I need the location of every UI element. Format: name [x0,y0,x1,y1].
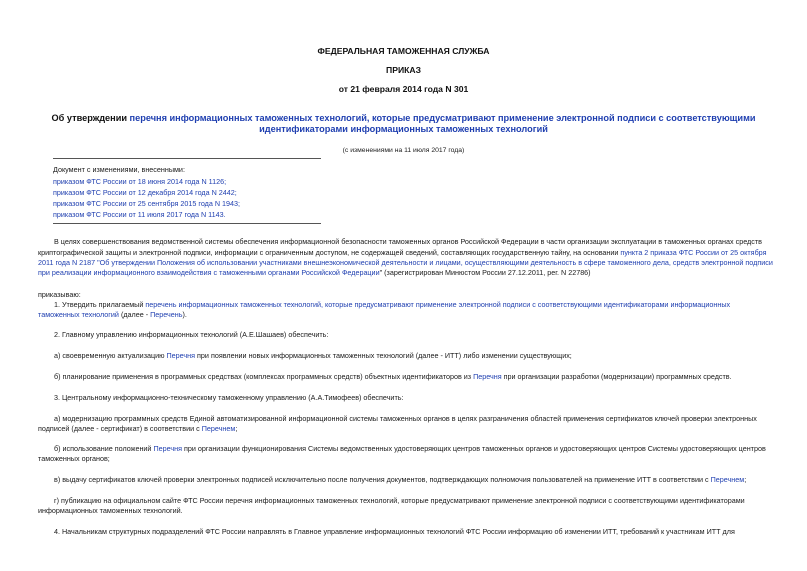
item-2b-link[interactable]: Перечня [473,372,502,381]
change-link-1[interactable]: приказом ФТС России от 18 июня 2014 года N 1126; [53,177,227,186]
item-1-abbr-close: ). [182,310,187,319]
item-1-text: 1. Утвердить прилагаемый [54,300,146,309]
item-3b-line-1 [54,444,766,453]
item-3b-text: б) использование положений [54,444,154,453]
preamble-line-3[interactable]: 2011 года N 2187 "Об утверждении Положения об использовании участниками внешнеэкономической деятельности и лицами, осуществляющими деятельность в сфере таможенного дела, средств электронной подписи [38,258,773,267]
change-link-3[interactable]: приказом ФТС России от 25 сентября 2015 года N 1943; [53,199,241,208]
changes-bottom-divider [53,223,321,224]
item-2a-link[interactable]: Перечня [166,351,196,360]
item-2a-text-end: при появлении новых информационных таможенных технологий (далее - ИТТ) либо изменении существующих; [195,351,572,360]
document-title-line-1 [0,114,807,123]
item-1-link-continued[interactable]: таможенных технологий [38,310,119,319]
preamble-line-4 [38,268,591,277]
item-3b-link[interactable]: Перечня [153,444,182,453]
agency-name: ФЕДЕРАЛЬНАЯ ТАМОЖЕННАЯ СЛУЖБА [317,46,490,56]
preamble-text: криптографической защиты и электронной подписи, информации с ограниченным доступом, не содержащей сведений, составляющих государственную тайну, на основании [38,248,621,257]
item-2a-text: а) своевременную актуализацию [54,351,167,360]
item-3a-line-2 [38,424,237,433]
item-2b-text-end: при организации разработки (модернизации) программных средств. [501,372,732,381]
item-2: 2. Главному управлению информационных технологий (А.Е.Шашаев) обеспечить: [54,330,329,339]
item-4-line-1: 4. Начальникам структурных подразделений ФТС России направлять в Главное управление информационных технологий ФТС России информацию об изменении ИТТ, требований к участникам ИТТ для [54,527,735,536]
item-3c-end: ; [744,475,747,484]
title-link[interactable]: перечня информационных таможенных технологий, которые предусматривают применение электронной подписи с соответствующими [129,113,756,123]
order-word: приказываю: [38,290,81,299]
document-date-number: от 21 февраля 2014 года N 301 [338,84,469,94]
item-3b-text-end: при организации функционирования Системы ведомственных удостоверяющих центров таможенных органов и удостоверяющих центров Системы удостоверяющих центров [181,444,766,453]
item-2a [54,351,572,360]
item-3b-line-2: таможенных органов; [38,454,110,463]
preamble-line-1: В целях совершенствования ведомственной системы обеспечения информационной безопасности таможенных органов Российской Федерации в части организации эксплуатации в таможенных органах средств [54,237,762,246]
change-link-2[interactable]: приказом ФТС России от 12 декабря 2014 года N 2442; [53,188,237,197]
document-title-line-2 [0,125,807,134]
item-2b [54,372,732,381]
preamble-link-end[interactable]: при реализации информационного взаимодействия с таможенными органами Российской Федерации [38,268,380,277]
preamble-link[interactable]: пункта 2 приказа ФТС России от 25 октября [620,248,767,257]
item-3c-link[interactable]: Перечнем [710,475,745,484]
item-3: 3. Центральному информационно-техническому таможенному управлению (А.А.Тимофеев) обеспечить: [54,393,404,402]
item-3a-end: ; [235,424,238,433]
preamble-line-2 [38,248,767,257]
item-3a-text: подписей (далее - сертификат) в соответствии с [38,424,202,433]
item-1-link[interactable]: перечень информационных таможенных технологий, которые предусматривают применение электронной подписи с соответствующими идентификаторами информационных [145,300,731,309]
item-3c [54,475,746,484]
title-link-continued[interactable]: идентификаторами информационных таможенных технологий [259,124,548,134]
change-link-4[interactable]: приказом ФТС России от 11 июля 2017 года N 1143. [53,210,226,219]
changes-top-divider [53,158,321,159]
item-3a-line-1: а) модернизацию программных средств Единой автоматизированной информационной системы таможенных органов в целях разграничения областей применения сертификатов ключей проверки электронных [54,414,757,423]
changes-heading: Документ с изменениями, внесенными: [53,165,185,174]
item-3c-text: в) выдачу сертификатов ключей проверки электронных подписей исключительно после получения документов, подтверждающих полномочия пользователей на применение ИТТ в соответствии с [54,475,711,484]
item-2b-text: б) планирование применения в программных средствах (комплексах программных средств) объектных идентификаторов из [54,372,474,381]
item-1-line-1 [54,300,730,309]
item-1-abbr-open: (далее - [118,310,151,319]
revision-note: (с изменениями на 11 июля 2017 года) [342,147,465,154]
item-3d-line-1: г) публикацию на официальном сайте ФТС России перечня информационных таможенных технологий, которые предусматривают применение электронной подписи с соответствующими идентификаторами [54,496,745,505]
item-1-list-link[interactable]: Перечень [150,310,183,319]
document-type: ПРИКАЗ [386,65,421,75]
item-1-line-2 [38,310,187,319]
item-3d-line-2: информационных таможенных технологий. [38,506,183,515]
preamble-registration: " (зарегистрирован Минюстом России 27.12.2011, рег. N 22786) [379,268,591,277]
item-3a-link[interactable]: Перечнем [201,424,236,433]
title-prefix: Об утверждении [51,113,130,123]
